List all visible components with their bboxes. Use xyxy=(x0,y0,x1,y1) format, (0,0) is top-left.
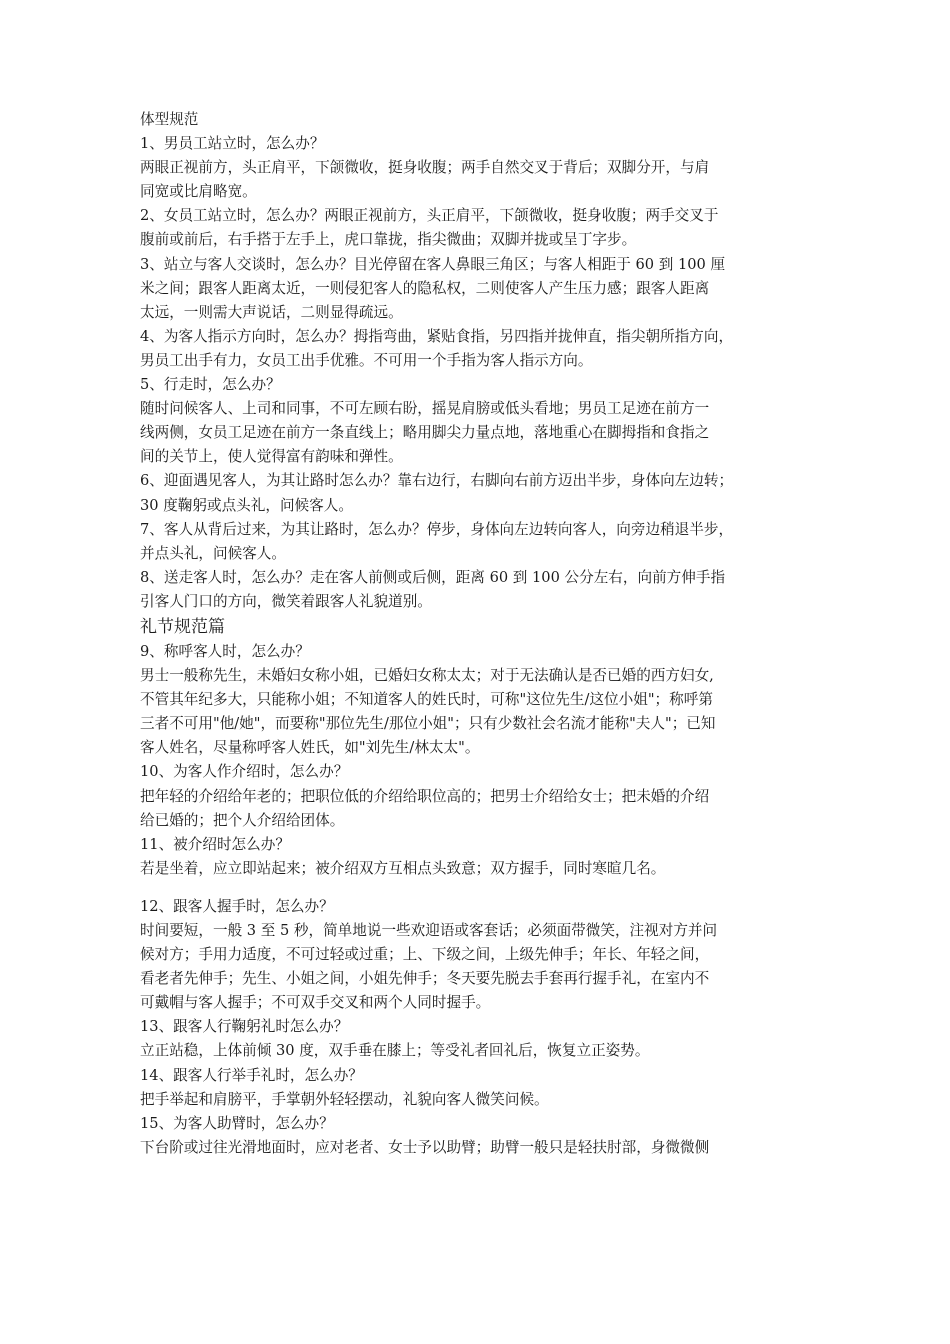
text-line: 男士一般称先生，未婚妇女称小姐，已婚妇女称太太；对于无法确认是否已婚的西方妇女, xyxy=(140,667,714,685)
text-line: 引客人门口的方向，微笑着跟客人礼貌道别。 xyxy=(140,592,432,610)
text-line: 时间要短，一般 3 至 5 秒，简单地说一些欢迎语或客套话；必须面带微笑，注视对方并问 xyxy=(140,922,718,939)
text-line: 3、站立与客人交谈时，怎么办？目光停留在客人鼻眼三角区；与客人相距于 60 到 100 厘 xyxy=(140,255,726,273)
text-line: 三者不可用"他/她"，而要称"那位先生/那位小姐"；只有少数社会名流才能称"夫人"；已知 xyxy=(140,715,716,733)
document-page xyxy=(140,108,830,1160)
text-line: 不管其年纪多大，只能称小姐；不知道客人的姓氏时，可称"这位先生/这位小姐"；称呼第 xyxy=(140,691,713,709)
paragraph-gap xyxy=(140,881,830,895)
text-line: 男员工出手有力，女员工出手优雅。不可用一个手指为客人指示方向。 xyxy=(140,351,593,369)
text-line: 给已婚的；把个人介绍给团体。 xyxy=(140,811,345,829)
text-line: 7、客人从背后过来，为其让路时，怎么办？停步，身体向左边转向客人，向旁边稍退半步， xyxy=(140,520,734,538)
text-line: 13、跟客人行鞠躬礼时怎么办？ xyxy=(140,1018,349,1036)
text-line: 同宽或比肩略宽。 xyxy=(140,183,257,201)
text-line: 6、迎面遇见客人，为其让路时怎么办？靠右边行，右脚向右前方迈出半步，身体向左边转； xyxy=(140,472,734,490)
text-line: 5、行走时，怎么办？ xyxy=(140,376,281,394)
text-line: 2、女员工站立时，怎么办？两眼正视前方，头正肩平，下颌微收，挺身收腹；两手交叉于 xyxy=(140,207,719,225)
text-line: 下台阶或过往光滑地面时，应对老者、女士予以助臂；助臂一般只是轻扶肘部，身微微侧 xyxy=(140,1138,710,1156)
text-line: 30 度鞠躬或点头礼，问候客人。 xyxy=(140,496,353,514)
text-line: 8、送走客人时，怎么办？走在客人前侧或后侧，距离 60 到 100 公分左右，向前方伸手指 xyxy=(140,568,726,586)
text-line: 两眼正视前方，头正肩平，下颌微收，挺身收腹；两手自然交叉于背后；双脚分开，与肩 xyxy=(140,159,710,177)
text-line: 把年轻的介绍给年老的；把职位低的介绍给职位高的；把男士介绍给女士；把未婚的介绍 xyxy=(140,787,710,805)
text-line: 10、为客人作介绍时，怎么办？ xyxy=(140,763,349,781)
text-line: 太远，一则需大声说话，二则显得疏远。 xyxy=(140,303,403,321)
text-line: 15、为客人助臂时，怎么办？ xyxy=(140,1114,334,1132)
text-line: 1、男员工站立时，怎么办？ xyxy=(140,135,325,153)
section-heading: 礼节规范篇 xyxy=(140,616,225,637)
text-line: 11、被介绍时怎么办？ xyxy=(140,835,290,853)
text-line: 体型规范 xyxy=(140,111,199,128)
text-line: 14、跟客人行举手礼时，怎么办？ xyxy=(140,1066,363,1084)
text-line: 候对方；手用力适度，不可过轻或过重；上、下级之间，上级先伸手；年长、年轻之间， xyxy=(140,946,710,964)
text-line: 若是坐着，应立即站起来；被介绍双方互相点头致意；双方握手，同时寒暄几名。 xyxy=(140,859,666,877)
text-line: 可戴帽与客人握手；不可双手交叉和两个人同时握手。 xyxy=(140,994,491,1012)
text-line: 4、为客人指示方向时，怎么办？拇指弯曲，紧贴食指，另四指并拢伸直，指尖朝所指方向， xyxy=(140,327,734,345)
text-line: 客人姓名，尽量称呼客人姓氏，如"刘先生/林太太"。 xyxy=(140,739,480,757)
text-line: 看老者先伸手；先生、小姐之间，小姐先伸手；冬天要先脱去手套再行握手礼，在室内不 xyxy=(140,970,710,988)
text-line: 随时问候客人、上司和同事，不可左顾右盼，摇晃肩膀或低头看地；男员工足迹在前方一 xyxy=(140,400,710,418)
text-line: 12、跟客人握手时，怎么办？ xyxy=(140,897,334,915)
text-line: 并点头礼，问候客人。 xyxy=(140,544,286,562)
text-line: 间的关节上，使人觉得富有韵味和弹性。 xyxy=(140,448,403,466)
text-line: 腹前或前后，右手搭于左手上，虎口靠拢，指尖微曲；双脚并拢或呈丁字步。 xyxy=(140,231,637,249)
text-line: 立正站稳，上体前倾 30 度，双手垂在膝上；等受礼者回礼后，恢复立正姿势。 xyxy=(140,1042,650,1060)
text-line: 9、称呼客人时，怎么办？ xyxy=(140,642,310,660)
text-line: 米之间；跟客人距离太近，一则侵犯客人的隐私权，二则使客人产生压力感；跟客人距离 xyxy=(140,279,710,297)
text-line: 线两侧，女员工足迹在前方一条直线上；略用脚尖力量点地，落地重心在脚拇指和食指之 xyxy=(140,424,710,442)
text-line: 把手举起和肩膀平，手掌朝外轻轻摆动，礼貌向客人微笑问候。 xyxy=(140,1090,549,1108)
